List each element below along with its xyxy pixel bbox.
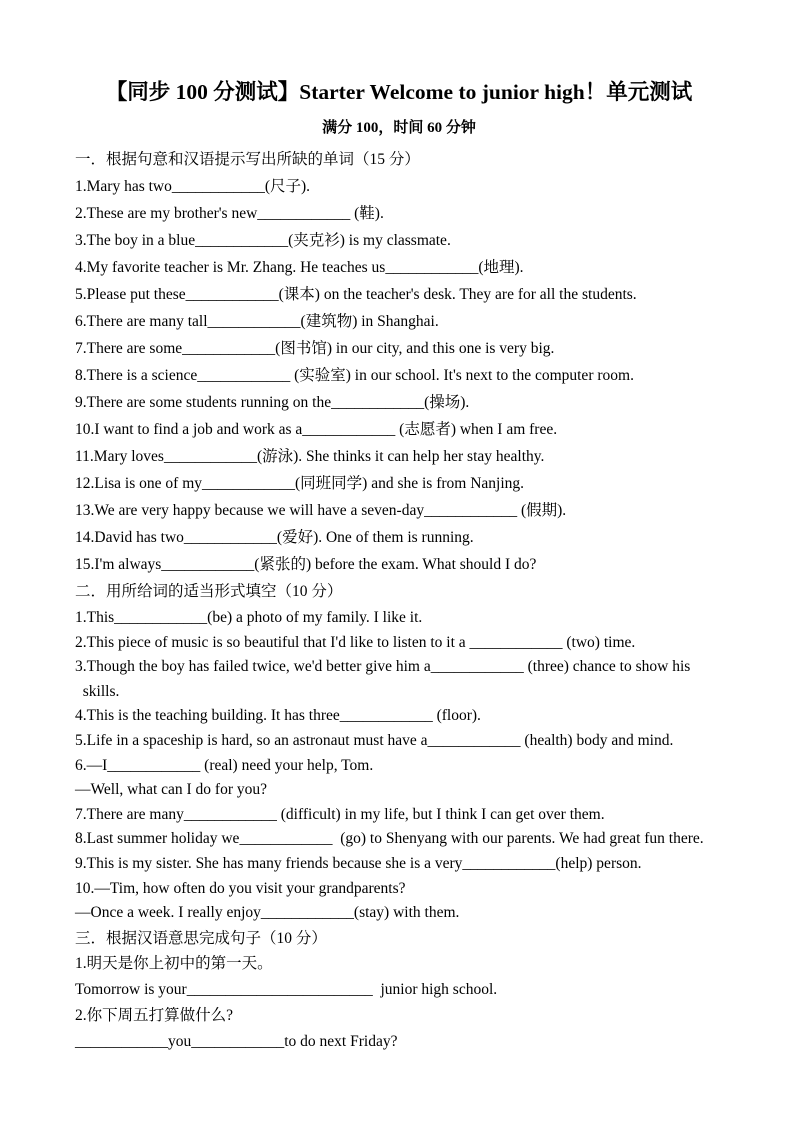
question-line: 5.Please put these____________(课本) on the teacher's desk. They are for all the students.: [75, 286, 637, 303]
question-line: 6.There are many tall____________(建筑物) in Shanghai.: [75, 313, 439, 330]
question-line: 14.David has two____________(爱好). One of them is running.: [75, 529, 474, 546]
question-line: 6.—I____________ (real) need your help, Tom.: [75, 756, 374, 774]
question-line: skills.: [75, 682, 120, 700]
question-line: 11.Mary loves____________(游泳). She thinks it can help her stay healthy.: [75, 448, 545, 465]
question-line: 10.I want to find a job and work as a____________ (志愿者) when I am free.: [75, 421, 558, 438]
question-line: 5.Life in a spaceship is hard, so an astronaut must have a____________ (health) body and mind.: [75, 731, 674, 749]
question-line: ____________you____________to do next Friday?: [75, 1033, 398, 1051]
question-line: 1.明天是你上初中的第一天。: [75, 954, 273, 972]
section-lines: [75, 173, 723, 578]
question-line: 15.I'm always____________(紧张的) before the exam. What should I do?: [75, 556, 537, 573]
question-line: 4.This is the teaching building. It has three____________ (floor).: [75, 707, 481, 725]
question-line: 2.This piece of music is so beautiful that I'd like to listen to it a ____________ (two) time.: [75, 633, 636, 651]
question-line: 12.Lisa is one of my____________(同班同学) and she is from Nanjing.: [75, 475, 525, 492]
section-lines: [75, 606, 723, 926]
question-line: —Once a week. I really enjoy____________(stay) with them.: [75, 904, 460, 922]
question-line: 7.There are some____________(图书馆) in our city, and this one is very big.: [75, 340, 555, 357]
section-1: [75, 146, 723, 578]
section-2-heading: 二．用所给词的适当形式填空（10 分）: [75, 583, 343, 600]
question-line: 9.This is my sister. She has many friends because she is a very____________(help) person.: [75, 854, 642, 872]
question-line: 8.There is a science____________ (实验室) in our school. It's next to the computer room.: [75, 367, 634, 384]
question-line: 3.The boy in a blue____________(夹克衫) is my classmate.: [75, 232, 451, 249]
question-line: 10.—Tim, how often do you visit your grandparents?: [75, 879, 406, 897]
question-line: 4.My favorite teacher is Mr. Zhang. He teaches us____________(地理).: [75, 259, 524, 276]
question-line: 13.We are very happy because we will have a seven-day____________ (假期).: [75, 502, 567, 519]
question-line: Tomorrow is your________________________ junior high school.: [75, 980, 498, 998]
question-line: 2.你下周五打算做什么?: [75, 1007, 234, 1025]
question-line: 1.Mary has two____________(尺子).: [75, 178, 311, 195]
section-3-heading: 三．根据汉语意思完成句子（10 分）: [75, 929, 327, 947]
section-2: [75, 578, 723, 926]
question-line: 3.Though the boy has failed twice, we'd better give him a____________ (three) chance to show his: [75, 658, 691, 676]
page-subtitle: 满分 100，时间 60 分钟: [322, 120, 476, 136]
question-line: 2.These are my brother's new____________ (鞋).: [75, 205, 384, 222]
section-1-heading: 一．根据句意和汉语提示写出所缺的单词（15 分）: [75, 151, 420, 168]
question-line: 7.There are many____________ (difficult) in my life, but I think I can get over them.: [75, 805, 605, 823]
question-line: —Well, what can I do for you?: [75, 781, 268, 799]
document-body: [75, 146, 723, 1056]
question-line: 9.There are some students running on the____________(操场).: [75, 394, 470, 411]
section-lines: [75, 951, 723, 1056]
question-line: 1.This____________(be) a photo of my family. I like it.: [75, 609, 423, 626]
page-title: 【同步 100 分测试】Starter Welcome to junior high！单元测试: [105, 80, 693, 104]
question-line: 8.Last summer holiday we____________ (go) to Shenyang with our parents. We had great fun there.: [75, 830, 704, 848]
section-3: [75, 926, 723, 1056]
